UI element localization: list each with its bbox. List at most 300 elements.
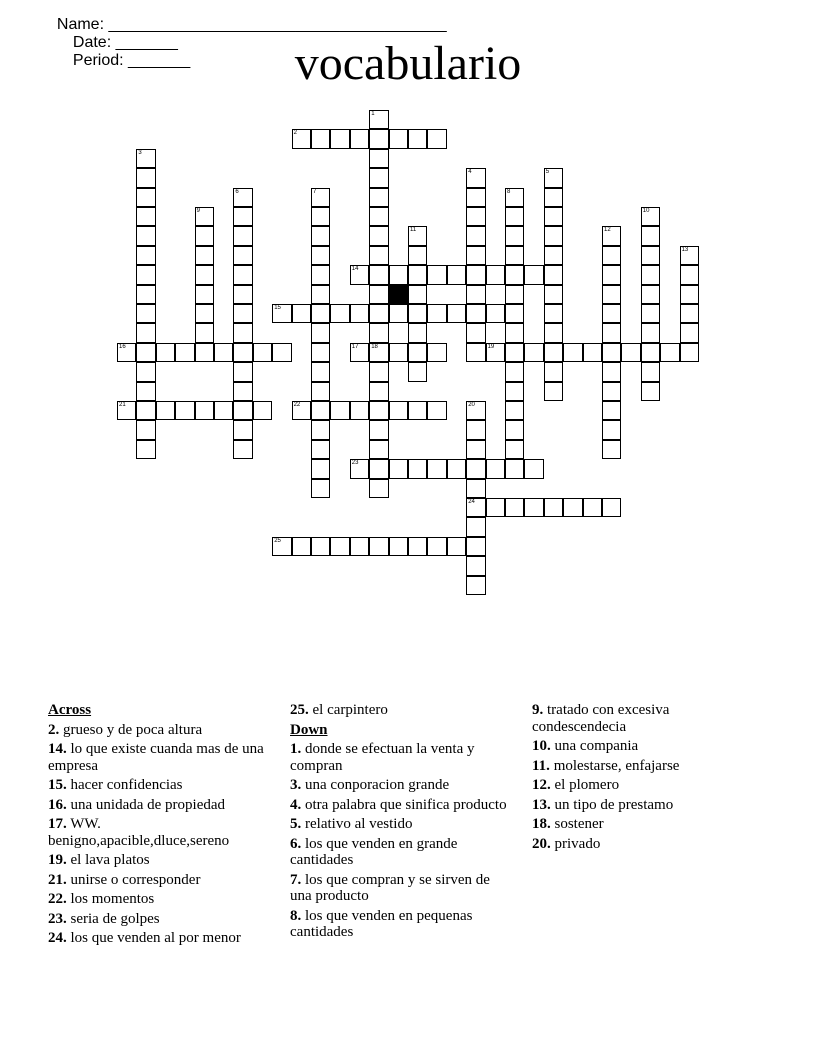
- grid-cell[interactable]: [233, 420, 252, 439]
- grid-cell[interactable]: [505, 343, 524, 362]
- clue-column-3: [532, 702, 757, 855]
- grid-cell[interactable]: [195, 285, 214, 304]
- across-clue: [48, 911, 273, 928]
- grid-cell[interactable]: [369, 226, 388, 245]
- clue-number-label: 14.: [48, 741, 67, 757]
- grid-cell[interactable]: [330, 401, 349, 420]
- grid-cell[interactable]: [505, 265, 524, 284]
- grid-cell[interactable]: [330, 537, 349, 556]
- grid-cell[interactable]: [311, 382, 330, 401]
- clue-text: donde se efectuan la venta y compran: [290, 741, 475, 774]
- grid-cell[interactable]: [214, 343, 233, 362]
- grid-cell[interactable]: [136, 323, 155, 342]
- grid-cell[interactable]: [369, 207, 388, 226]
- grid-cell[interactable]: [195, 226, 214, 245]
- clue-text: un tipo de prestamo: [550, 796, 674, 813]
- grid-cell[interactable]: [466, 459, 485, 478]
- grid-cell[interactable]: [311, 207, 330, 226]
- grid-cell[interactable]: [680, 285, 699, 304]
- clue-number-label: 10.: [532, 738, 551, 754]
- clue-column-1: [48, 702, 273, 950]
- grid-cell[interactable]: [408, 459, 427, 478]
- grid-cell[interactable]: [408, 226, 427, 245]
- clue-text: los momentos: [66, 891, 155, 907]
- grid-cell[interactable]: [602, 382, 621, 401]
- grid-cell[interactable]: [583, 498, 602, 517]
- clue-number-label: 18.: [532, 816, 551, 832]
- grid-cell[interactable]: [311, 246, 330, 265]
- grid-cell[interactable]: [641, 265, 660, 284]
- grid-cell[interactable]: [544, 323, 563, 342]
- grid-cell[interactable]: [195, 401, 214, 420]
- grid-cell[interactable]: [408, 343, 427, 362]
- grid-cell[interactable]: [350, 265, 369, 284]
- grid-cell[interactable]: [505, 459, 524, 478]
- grid-cell[interactable]: [427, 537, 446, 556]
- grid-cell[interactable]: [369, 129, 388, 148]
- grid-cell[interactable]: [427, 343, 446, 362]
- clue-text: los que compran y se sirven de una producto: [290, 871, 490, 904]
- grid-cell[interactable]: [602, 498, 621, 517]
- grid-cell[interactable]: [602, 265, 621, 284]
- grid-cell[interactable]: [136, 420, 155, 439]
- down-heading: Down: [290, 721, 328, 738]
- clue-text: el carpintero: [308, 702, 388, 718]
- grid-cell[interactable]: [175, 401, 194, 420]
- grid-cell[interactable]: [156, 343, 175, 362]
- grid-cell[interactable]: [136, 401, 155, 420]
- clue-column-2: [290, 702, 515, 944]
- grid-cell[interactable]: [563, 498, 582, 517]
- grid-cell[interactable]: [486, 343, 505, 362]
- clue-number: 22: [293, 402, 301, 408]
- grid-cell[interactable]: [583, 343, 602, 362]
- grid-cell[interactable]: [447, 459, 466, 478]
- grid-cell[interactable]: [680, 343, 699, 362]
- grid-cell[interactable]: [136, 226, 155, 245]
- grid-cell[interactable]: [466, 285, 485, 304]
- clue-number-label: 24.: [48, 930, 67, 946]
- grid-cell[interactable]: [408, 129, 427, 148]
- grid-cell[interactable]: [311, 537, 330, 556]
- clue-number-label: 7.: [290, 871, 302, 888]
- grid-cell[interactable]: [369, 343, 388, 362]
- grid-cell[interactable]: [544, 188, 563, 207]
- grid-cell[interactable]: [233, 440, 252, 459]
- grid-cell[interactable]: [369, 382, 388, 401]
- grid-cell[interactable]: [369, 420, 388, 439]
- grid-cell[interactable]: [621, 343, 640, 362]
- clue-number-label: 21.: [48, 871, 67, 888]
- clue-text: sostener: [550, 816, 604, 832]
- grid-cell[interactable]: [350, 343, 369, 362]
- clue-number-label: 8.: [290, 907, 302, 924]
- grid-cell[interactable]: [136, 188, 155, 207]
- grid-cell[interactable]: [350, 459, 369, 478]
- grid-cell[interactable]: [641, 304, 660, 323]
- grid-cell[interactable]: [195, 246, 214, 265]
- grid-cell[interactable]: [369, 459, 388, 478]
- clue-number: 1: [371, 111, 375, 117]
- grid-cell[interactable]: [641, 226, 660, 245]
- clue-number-label: 20.: [532, 835, 551, 852]
- grid-cell[interactable]: [369, 149, 388, 168]
- grid-cell[interactable]: [408, 537, 427, 556]
- grid-cell[interactable]: [389, 401, 408, 420]
- clue-number-label: 23.: [48, 910, 67, 927]
- grid-cell[interactable]: [602, 401, 621, 420]
- grid-cell[interactable]: [427, 459, 446, 478]
- grid-cell[interactable]: [311, 129, 330, 148]
- grid-cell[interactable]: [486, 459, 505, 478]
- period-field[interactable]: Period: _______: [72, 52, 191, 69]
- grid-cell[interactable]: [408, 401, 427, 420]
- clue-number-label: 25.: [290, 702, 309, 718]
- across-clue: [48, 741, 273, 774]
- grid-cell[interactable]: [408, 362, 427, 381]
- grid-cell[interactable]: [369, 362, 388, 381]
- grid-cell[interactable]: [447, 304, 466, 323]
- grid-cell[interactable]: [292, 304, 311, 323]
- clue-text: relativo al vestido: [301, 816, 413, 832]
- grid-cell[interactable]: [427, 401, 446, 420]
- grid-cell[interactable]: [641, 285, 660, 304]
- grid-cell[interactable]: [602, 285, 621, 304]
- grid-cell[interactable]: [660, 343, 679, 362]
- grid-cell[interactable]: [466, 246, 485, 265]
- grid-cell[interactable]: [680, 323, 699, 342]
- grid-cell[interactable]: [311, 479, 330, 498]
- grid-cell[interactable]: [602, 440, 621, 459]
- down-clue: [290, 836, 515, 869]
- grid-cell[interactable]: [544, 246, 563, 265]
- clue-number: 8: [507, 188, 511, 195]
- grid-cell[interactable]: [369, 401, 388, 420]
- clue-number-label: 17.: [48, 816, 67, 832]
- grid-cell[interactable]: [505, 188, 524, 207]
- clue-text: una unidada de propiedad: [66, 796, 226, 813]
- grid-cell[interactable]: [136, 265, 155, 284]
- grid-cell[interactable]: [311, 362, 330, 381]
- grid-cell[interactable]: [369, 265, 388, 284]
- grid-cell[interactable]: [641, 343, 660, 362]
- grid-cell[interactable]: [311, 343, 330, 362]
- grid-cell[interactable]: [195, 323, 214, 342]
- grid-cell[interactable]: [524, 498, 543, 517]
- grid-cell[interactable]: [466, 401, 485, 420]
- grid-cell[interactable]: [233, 343, 252, 362]
- grid-cell[interactable]: [195, 265, 214, 284]
- grid-cell[interactable]: [680, 246, 699, 265]
- grid-cell[interactable]: [466, 440, 485, 459]
- grid-cell[interactable]: [524, 265, 543, 284]
- clue-number: 11: [410, 227, 417, 234]
- grid-cell[interactable]: [466, 420, 485, 439]
- grid-cell[interactable]: [233, 207, 252, 226]
- grid-cell[interactable]: [505, 323, 524, 342]
- grid-cell[interactable]: [466, 265, 485, 284]
- grid-cell[interactable]: [466, 498, 485, 517]
- grid-cell[interactable]: [505, 382, 524, 401]
- down-clue: [290, 741, 515, 774]
- grid-cell[interactable]: [408, 323, 427, 342]
- grid-cell[interactable]: [466, 479, 485, 498]
- grid-cell[interactable]: [466, 576, 485, 595]
- clue-number: 6: [235, 188, 239, 195]
- across-clue: [48, 816, 273, 849]
- grid-cell[interactable]: [311, 304, 330, 323]
- grid-cell[interactable]: [408, 304, 427, 323]
- grid-cell[interactable]: [233, 382, 252, 401]
- down-clue: [532, 816, 757, 833]
- across-heading: Across: [48, 702, 92, 718]
- clue-number: 3: [138, 149, 142, 156]
- clue-number: 14: [351, 266, 359, 273]
- clue-text: tratado con excesiva condescendecia: [532, 702, 670, 735]
- grid-cell[interactable]: [175, 343, 194, 362]
- grid-cell[interactable]: [272, 343, 291, 362]
- grid-cell[interactable]: [389, 343, 408, 362]
- grid-cell[interactable]: [136, 207, 155, 226]
- down-clue: [532, 738, 757, 755]
- grid-cell[interactable]: [195, 343, 214, 362]
- grid-cell[interactable]: [117, 401, 136, 420]
- grid-cell[interactable]: [233, 401, 252, 420]
- clue-text: los que venden en pequenas cantidades: [290, 907, 473, 940]
- grid-cell[interactable]: [544, 285, 563, 304]
- grid-cell[interactable]: [641, 207, 660, 226]
- grid-cell[interactable]: [369, 285, 388, 304]
- grid-cell[interactable]: [447, 265, 466, 284]
- clue-number: 10: [642, 208, 650, 214]
- grid-cell[interactable]: [486, 265, 505, 284]
- grid-cell[interactable]: [466, 188, 485, 207]
- grid-cell[interactable]: [369, 188, 388, 207]
- clue-number-label: 4.: [290, 796, 302, 813]
- clue-number: 9: [196, 208, 200, 214]
- across-clue: [48, 777, 273, 794]
- grid-cell[interactable]: [156, 401, 175, 420]
- grid-cell[interactable]: [427, 265, 446, 284]
- grid-cell[interactable]: [427, 304, 446, 323]
- grid-cell[interactable]: [524, 343, 543, 362]
- clue-text: una compania: [550, 738, 639, 754]
- grid-cell[interactable]: [136, 285, 155, 304]
- clue-number-label: 13.: [532, 796, 551, 813]
- clue-number: 7: [313, 188, 317, 195]
- date-field[interactable]: Date: _______: [72, 34, 178, 51]
- grid-cell[interactable]: [389, 265, 408, 284]
- grid-cell[interactable]: [389, 537, 408, 556]
- page-title: vocabulario: [294, 37, 522, 90]
- grid-cell[interactable]: [427, 129, 446, 148]
- grid-cell[interactable]: [641, 323, 660, 342]
- grid-cell[interactable]: [253, 401, 272, 420]
- across-clue: [290, 702, 515, 719]
- grid-cell[interactable]: [680, 265, 699, 284]
- grid-cell[interactable]: [466, 517, 485, 536]
- grid-cell[interactable]: [602, 343, 621, 362]
- clue-number-label: 19.: [48, 852, 67, 868]
- grid-cell[interactable]: [233, 323, 252, 342]
- grid-cell[interactable]: [233, 226, 252, 245]
- clue-text: unirse o corresponder: [66, 871, 201, 888]
- grid-cell[interactable]: [253, 343, 272, 362]
- grid-cell[interactable]: [136, 304, 155, 323]
- grid-cell[interactable]: [369, 323, 388, 342]
- grid-cell[interactable]: [505, 420, 524, 439]
- grid-cell[interactable]: [544, 207, 563, 226]
- grid-cell[interactable]: [602, 420, 621, 439]
- grid-cell[interactable]: [505, 440, 524, 459]
- clue-number: 16: [119, 343, 126, 350]
- grid-cell[interactable]: [292, 401, 311, 420]
- grid-cell[interactable]: [544, 362, 563, 381]
- grid-cell[interactable]: [233, 246, 252, 265]
- grid-cell[interactable]: [136, 149, 155, 168]
- grid-cell[interactable]: [602, 362, 621, 381]
- grid-cell[interactable]: [466, 168, 485, 187]
- grid-cell[interactable]: [272, 304, 291, 323]
- grid-cell[interactable]: [466, 207, 485, 226]
- grid-cell[interactable]: [195, 304, 214, 323]
- grid-cell[interactable]: [466, 537, 485, 556]
- grid-cell[interactable]: [369, 168, 388, 187]
- grid-cell[interactable]: [311, 459, 330, 478]
- grid-cell[interactable]: [311, 401, 330, 420]
- grid-cell[interactable]: [524, 459, 543, 478]
- grid-cell[interactable]: [505, 246, 524, 265]
- grid-cell[interactable]: [311, 188, 330, 207]
- grid-cell[interactable]: [233, 285, 252, 304]
- grid-cell[interactable]: [272, 537, 291, 556]
- down-clue: [290, 872, 515, 905]
- grid-cell[interactable]: [350, 129, 369, 148]
- grid-cell[interactable]: [233, 265, 252, 284]
- grid-cell[interactable]: [544, 226, 563, 245]
- across-clue: [48, 852, 273, 869]
- grid-cell[interactable]: [311, 440, 330, 459]
- grid-cell[interactable]: [136, 168, 155, 187]
- grid-cell[interactable]: [602, 304, 621, 323]
- down-clue: [532, 797, 757, 814]
- grid-cell[interactable]: [330, 129, 349, 148]
- grid-cell[interactable]: [408, 246, 427, 265]
- down-clue: [290, 816, 515, 833]
- clue-text: WW. benigno,apacible,dluce,sereno: [48, 816, 230, 849]
- grid-cell[interactable]: [136, 362, 155, 381]
- grid-cell[interactable]: [544, 382, 563, 401]
- grid-cell[interactable]: [408, 285, 427, 304]
- black-cell: [389, 285, 408, 304]
- grid-cell[interactable]: [602, 226, 621, 245]
- grid-cell[interactable]: [486, 498, 505, 517]
- grid-cell[interactable]: [233, 304, 252, 323]
- grid-cell[interactable]: [369, 246, 388, 265]
- grid-cell[interactable]: [311, 285, 330, 304]
- grid-cell[interactable]: [292, 537, 311, 556]
- grid-cell[interactable]: [408, 265, 427, 284]
- grid-cell[interactable]: [389, 304, 408, 323]
- grid-cell[interactable]: [136, 343, 155, 362]
- clue-number-label: 16.: [48, 796, 67, 813]
- grid-cell[interactable]: [117, 343, 136, 362]
- grid-cell[interactable]: [369, 479, 388, 498]
- grid-cell[interactable]: [466, 226, 485, 245]
- grid-cell[interactable]: [544, 343, 563, 362]
- grid-cell[interactable]: [602, 323, 621, 342]
- grid-cell[interactable]: [505, 362, 524, 381]
- grid-cell[interactable]: [486, 304, 505, 323]
- clue-text: los que venden al por menor: [66, 930, 241, 946]
- grid-cell[interactable]: [350, 401, 369, 420]
- grid-cell[interactable]: [680, 304, 699, 323]
- grid-cell[interactable]: [466, 556, 485, 575]
- grid-cell[interactable]: [136, 440, 155, 459]
- grid-cell[interactable]: [505, 207, 524, 226]
- down-clue: [290, 797, 515, 814]
- grid-cell[interactable]: [466, 343, 485, 362]
- grid-cell[interactable]: [350, 537, 369, 556]
- grid-cell[interactable]: [641, 382, 660, 401]
- grid-cell[interactable]: [602, 246, 621, 265]
- grid-cell[interactable]: [369, 537, 388, 556]
- grid-cell[interactable]: [136, 382, 155, 401]
- grid-cell[interactable]: [505, 498, 524, 517]
- grid-cell[interactable]: [466, 304, 485, 323]
- down-clue: [290, 777, 515, 794]
- grid-cell[interactable]: [447, 537, 466, 556]
- grid-cell[interactable]: [544, 265, 563, 284]
- grid-cell[interactable]: [505, 285, 524, 304]
- grid-cell[interactable]: [369, 440, 388, 459]
- grid-cell[interactable]: [505, 401, 524, 420]
- grid-cell[interactable]: [233, 188, 252, 207]
- grid-cell[interactable]: [466, 323, 485, 342]
- grid-cell[interactable]: [544, 304, 563, 323]
- grid-cell[interactable]: [136, 246, 155, 265]
- grid-cell[interactable]: [350, 304, 369, 323]
- grid-cell[interactable]: [505, 304, 524, 323]
- grid-cell[interactable]: [389, 459, 408, 478]
- down-clue: [532, 836, 757, 853]
- grid-cell[interactable]: [195, 207, 214, 226]
- grid-cell[interactable]: [311, 323, 330, 342]
- grid-cell[interactable]: [292, 129, 311, 148]
- grid-cell[interactable]: [214, 401, 233, 420]
- grid-cell[interactable]: [641, 362, 660, 381]
- across-clue: [48, 722, 273, 739]
- grid-cell[interactable]: [641, 246, 660, 265]
- name-field[interactable]: Name: ______________________________________: [56, 16, 447, 33]
- down-clue: [532, 702, 757, 735]
- grid-cell[interactable]: [311, 226, 330, 245]
- grid-cell[interactable]: [389, 129, 408, 148]
- grid-cell[interactable]: [544, 498, 563, 517]
- grid-cell[interactable]: [369, 304, 388, 323]
- grid-cell[interactable]: [330, 304, 349, 323]
- clue-number-label: 6.: [290, 835, 302, 852]
- grid-cell[interactable]: [311, 265, 330, 284]
- grid-cell[interactable]: [369, 110, 388, 129]
- grid-cell[interactable]: [563, 343, 582, 362]
- grid-cell[interactable]: [505, 226, 524, 245]
- clue-number-label: 12.: [532, 777, 551, 793]
- grid-cell[interactable]: [311, 420, 330, 439]
- grid-cell[interactable]: [544, 168, 563, 187]
- clue-number: 23: [351, 460, 359, 467]
- grid-cell[interactable]: [233, 362, 252, 381]
